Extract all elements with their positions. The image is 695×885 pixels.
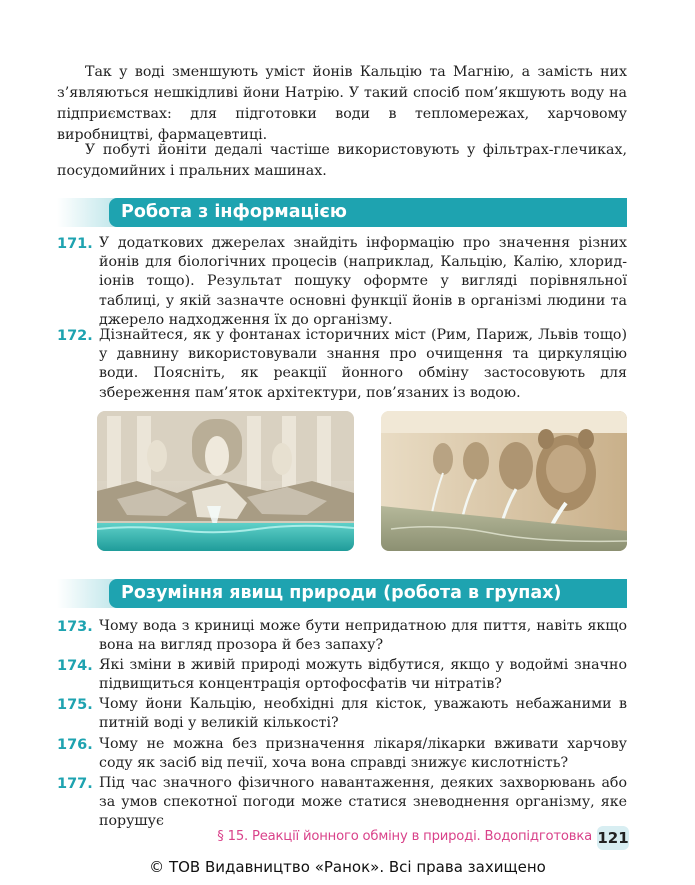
task-text: Під час значного фізичного навантаження, деяких захворювань або за умов спекотної погоди може статися зневоднення організму, яке порушує — [99, 775, 627, 830]
task-text: Дізнайтеся, як у фонтанах історичних міст (Рим, Париж, Львів тощо) у давнину використовували знання про очищення та циркуляцію води. Поясніть, як реакції йонного обміну застосовують для збереження пам’яток архітектури, пов’язаних із водою. — [99, 327, 627, 401]
copyright-notice: © ТОВ Видавництво «Ранок». Всі права захищено — [149, 858, 546, 876]
task-number: 173. — [57, 619, 93, 635]
task-text: Які зміни в живій природі можуть відбутися, якщо у водоймі значно підвищиться концентрація ортофосфатів чи нітратів? — [99, 657, 627, 693]
banner-fade — [57, 198, 117, 227]
fountain-photo-lion-heads — [381, 411, 627, 551]
task-item — [57, 617, 627, 655]
task-text: Чому не можна без призначення лікаря/лікарки вживати харчову соду як засіб від печії, хоча вона справді знижує кислотність? — [99, 736, 627, 772]
task-item — [57, 774, 627, 832]
task-text: У додаткових джерелах знайдіть інформацію про значення різних йонів для біологічних процесів (наприклад, Кальцію, Калію, хлорид-іонів тощо). Результат пошуку оформте у вигляді порівняльної таблиці, у якій зазначте основні функції йонів в організмі людини та джерело надходження їх до організму. — [99, 235, 627, 328]
task-number: 172. — [57, 328, 93, 344]
section-header-information — [57, 198, 627, 227]
paragraph: Так у воді зменшують уміст йонів Кальцію та Магнію, а замість них з’являються нешкідливі йони Натрію. У такий спосіб пом’якшують воду на підприємствах: для підготовки води в тепломережах, харчовому виробництві, фармацевтиці. — [57, 64, 627, 143]
fountain-photo-rome — [97, 411, 354, 551]
task-text: Чому вода з криниці може бути непридатною для пиття, навіть якщо вона на вигляд прозора й без запаху? — [99, 618, 627, 654]
banner-fade — [57, 579, 117, 608]
task-item — [57, 695, 627, 733]
task-number: 171. — [57, 236, 93, 252]
task-number: 177. — [57, 776, 93, 792]
running-footer-title: § 15. Реакції йонного обміну в природі. Водопідготовка — [217, 829, 592, 844]
section-header-nature-phenomena — [57, 579, 627, 608]
section-title: Робота з інформацією — [109, 198, 627, 227]
section-title: Розуміння явищ природи (робота в групах) — [109, 579, 627, 608]
page-number: 121 — [597, 826, 629, 850]
task-item — [57, 326, 627, 403]
task-item — [57, 735, 627, 773]
task-number: 175. — [57, 697, 93, 713]
task-item — [57, 234, 627, 330]
task-item — [57, 656, 627, 694]
paragraph: У побуті йоніти дедалі частіше використовують у фільтрах-глечиках, посудомийних і пральних машинах. — [57, 142, 627, 179]
task-number: 176. — [57, 737, 93, 753]
task-number: 174. — [57, 658, 93, 674]
task-text: Чому йони Кальцію, необхідні для кісток, уважають небажаними в питній воді у великій кількості? — [99, 696, 627, 732]
